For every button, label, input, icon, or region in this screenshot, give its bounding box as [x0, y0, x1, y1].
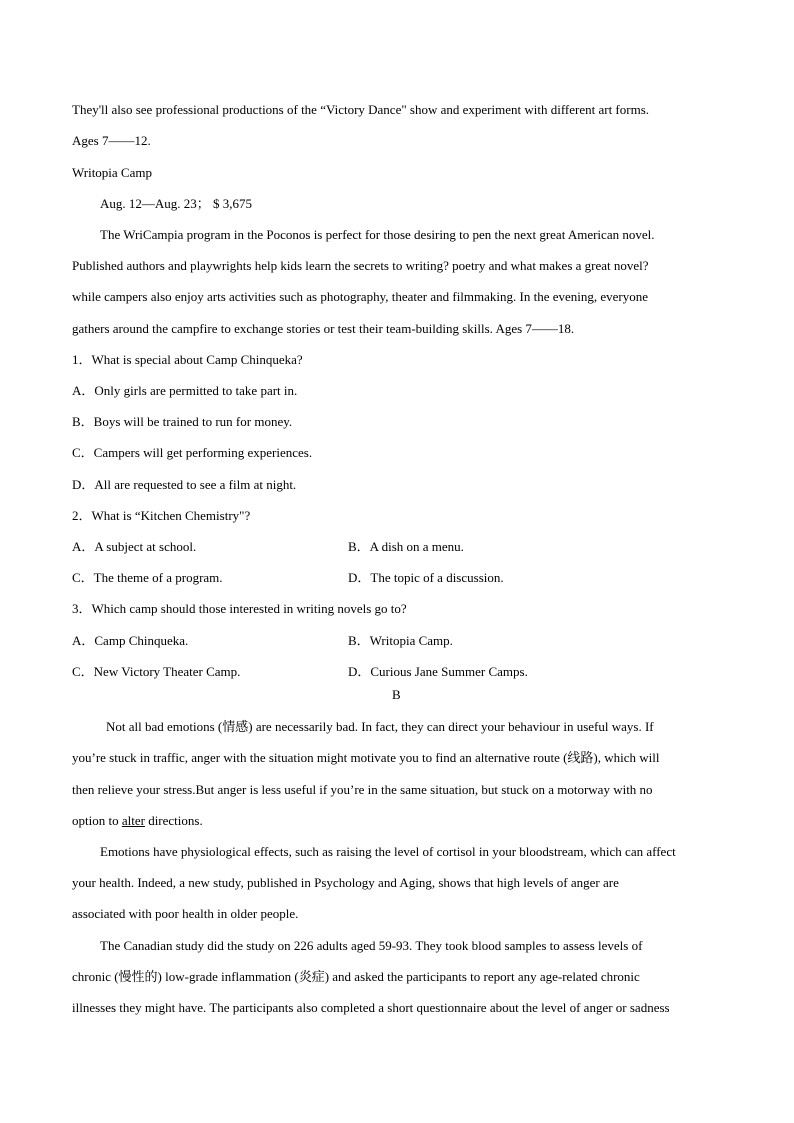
passage-b-paragraph-line: you’re stuck in traffic, anger with the situation might motivate you to find an alternative route (线路), which will	[72, 750, 660, 765]
question-option: B．Writopia Camp.	[348, 633, 453, 648]
writopia-paragraph-line: Published authors and playwrights help kids learn the secrets to writing? poetry and what makes a great novel?	[72, 258, 649, 273]
passage-b-paragraph-line	[72, 813, 203, 829]
writopia-paragraph-line: The WriCampia program in the Poconos is perfect for those desiring to pen the next great American novel.	[100, 227, 655, 242]
passage-b-paragraph-line: Emotions have physiological effects, such as raising the level of cortisol in your bloodstream, which can affect	[100, 844, 676, 859]
camp-paragraph-line: Ages 7——12.	[72, 133, 151, 148]
camp-paragraph-line: They'll also see professional productions of the “Victory Dance" show and experiment with different art forms.	[72, 102, 650, 117]
passage-b-paragraph-line: illnesses they might have. The participants also completed a short questionnaire about the level of anger or sadness	[72, 1000, 670, 1015]
writopia-camp-title: Writopia Camp	[72, 165, 152, 180]
question-option: A．Camp Chinqueka.	[72, 633, 189, 648]
question-stem: 1．What is special about Camp Chinqueka?	[72, 352, 303, 367]
passage-b-paragraph-line: your health. Indeed, a new study, published in Psychology and Aging, shows that high levels of anger are	[72, 875, 619, 890]
writopia-paragraph-line: while campers also enjoy arts activities such as photography, theater and filmmaking. In the evening, everyone	[72, 289, 649, 304]
text-span: directions.	[144, 813, 203, 828]
question-option: C．Campers will get performing experiences.	[72, 445, 313, 460]
passage-b-paragraph-line: The Canadian study did the study on 226 adults aged 59-93. They took blood samples to assess levels of	[100, 938, 643, 953]
passage-b-paragraph-line: associated with poor health in older people.	[72, 906, 299, 921]
question-stem: 2．What is “Kitchen Chemistry"?	[72, 508, 251, 523]
question-option: B．Boys will be trained to run for money.	[72, 414, 293, 429]
question-option: C．New Victory Theater Camp.	[72, 664, 241, 679]
text-span: option to	[72, 813, 122, 828]
question-option: B．A dish on a menu.	[348, 539, 464, 554]
passage-b-paragraph-line: Not all bad emotions (情感) are necessarily bad. In fact, they can direct your behaviour in useful ways. If	[106, 719, 654, 734]
question-option: A．Only girls are permitted to take part in.	[72, 383, 298, 398]
passage-b-label: B	[392, 687, 401, 702]
question-option: D．Curious Jane Summer Camps.	[348, 664, 528, 679]
question-option: D．All are requested to see a film at night.	[72, 477, 297, 492]
writopia-camp-date-price: Aug. 12—Aug. 23； $ 3,675	[100, 196, 253, 211]
question-option: A．A subject at school.	[72, 539, 197, 554]
writopia-paragraph-line: gathers around the campfire to exchange stories or test their team-building skills. Ages 7——18.	[72, 321, 575, 336]
underlined-word-alter: alter	[121, 813, 145, 828]
passage-b-paragraph-line: chronic (慢性的) low-grade inflammation (炎症) and asked the participants to report any age-related chronic	[72, 969, 640, 984]
question-option: D．The topic of a discussion.	[348, 570, 504, 585]
question-option: C．The theme of a program.	[72, 570, 223, 585]
passage-b-paragraph-line: then relieve your stress.But anger is less useful if you’re in the same situation, but stuck on a motorway with no	[72, 782, 653, 797]
question-stem: 3．Which camp should those interested in writing novels go to?	[72, 601, 407, 616]
